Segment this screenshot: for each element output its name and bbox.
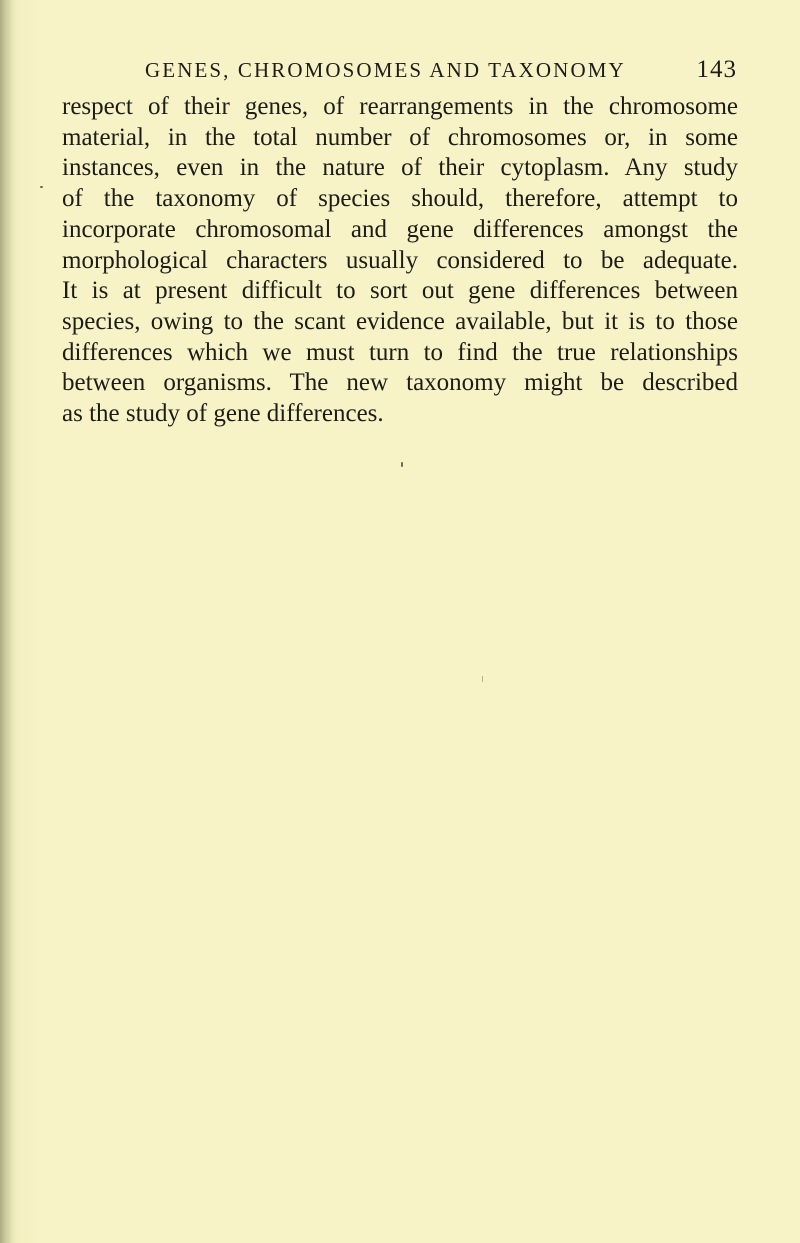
running-head	[145, 58, 745, 90]
text-line: between organisms. The new taxonomy might be described	[62, 369, 738, 397]
paper-speck	[401, 462, 403, 467]
text-line: of the taxonomy of species should, therefore, attempt to	[62, 185, 738, 213]
running-title: GENES, CHROMOSOMES AND TAXONOMY	[145, 58, 626, 82]
text-line: morphological characters usually considered to be adequate.	[62, 246, 738, 274]
text-line: It is at present difficult to sort out gene differences between	[62, 277, 738, 305]
text-line: species, owing to the scant evidence available, but it is to those	[62, 307, 738, 335]
text-line: instances, even in the nature of their cytoplasm. Any study	[62, 154, 738, 182]
text-line: respect of their genes, of rearrangements in the chromosome	[62, 93, 738, 120]
body-paragraph	[62, 92, 738, 430]
text-line: incorporate chromosomal and gene differences amongst the	[62, 215, 738, 243]
page-number: 143	[696, 56, 737, 83]
gutter-shadow	[0, 0, 14, 1243]
paper-speck	[482, 676, 483, 682]
text-line: differences which we must turn to find the true relationships	[62, 338, 738, 366]
paper-speck	[40, 186, 43, 188]
text-line: as the study of gene differences.	[62, 400, 384, 428]
text-line: material, in the total number of chromosomes or, in some	[62, 123, 738, 151]
